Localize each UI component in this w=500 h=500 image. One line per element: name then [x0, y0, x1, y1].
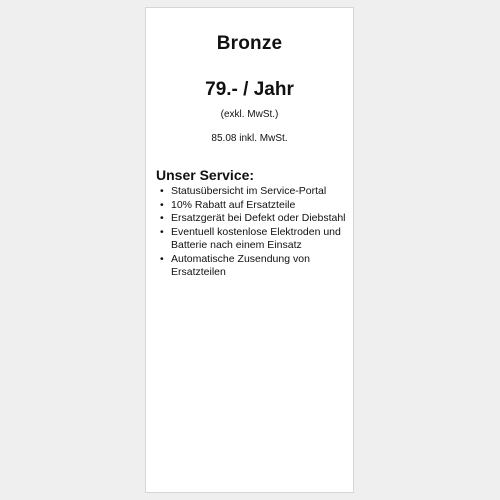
service-item-label: Eventuell kostenlose Elektroden und Batterie nach einem Einsatz	[171, 225, 341, 251]
service-list	[156, 185, 346, 280]
bullet-icon: •	[160, 185, 164, 197]
plan-name: Bronze	[216, 33, 283, 54]
price-excl-vat: (exkl. MwSt.)	[220, 109, 279, 120]
service-item	[156, 185, 346, 199]
bullet-icon: •	[160, 198, 164, 211]
service-item	[156, 226, 346, 253]
bullet-icon: •	[160, 212, 164, 224]
service-item-label: Statusübersicht im Service-Portal	[171, 185, 327, 197]
service-item-label: Ersatzgerät bei Defekt oder Diebstahl	[171, 212, 346, 224]
service-title: Unser Service:	[156, 167, 255, 183]
service-item-label: 10% Rabatt auf Ersatzteile	[171, 198, 296, 211]
plan-price: 79.- / Jahr	[205, 79, 294, 100]
service-item	[156, 212, 346, 226]
bullet-icon: •	[160, 252, 164, 265]
pricing-card	[145, 7, 354, 493]
bullet-icon: •	[160, 225, 164, 238]
service-item	[156, 199, 346, 213]
service-item	[156, 253, 346, 280]
service-item-label: Automatische Zusendung von Ersatzteilen	[171, 252, 310, 278]
price-incl-vat: 85.08 inkl. MwSt.	[211, 133, 288, 144]
